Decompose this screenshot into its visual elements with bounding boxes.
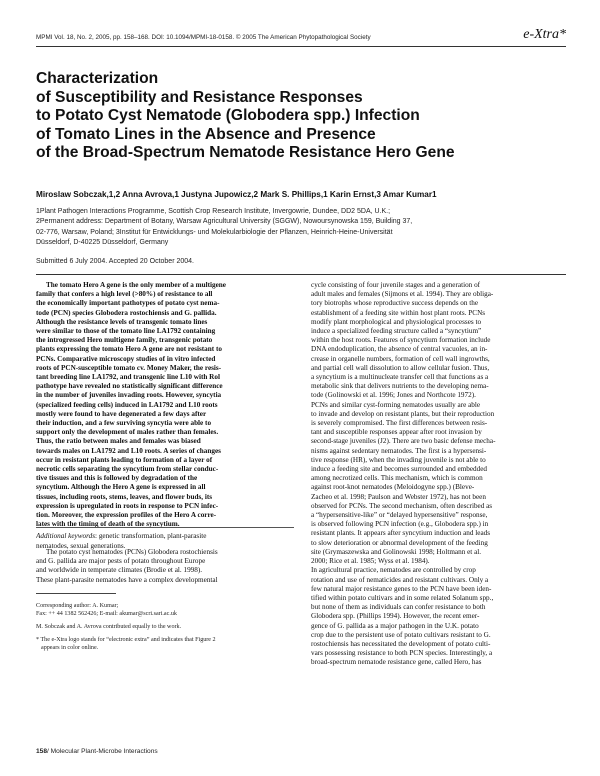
body-line: vars possessing resistance to both PCN species. Interestingly, a [311,649,493,658]
footnote-line: M. Sobczak and A. Avrova contributed equally to the work. [36,624,182,631]
body-line: among necrotized cells. This mechanism, which is common [311,474,483,483]
affiliation-line: 02-776, Warsaw, Poland; 3Institut für Entwicklungs- und Molekularbiologie der Pflanzen, Heinrich-Heine-Universität [36,228,393,236]
body-line: induce a feeding site and becomes surrounded and embedded [311,465,488,474]
abstract-line: support only the development of males rather than females. [36,428,219,437]
title-line: of Susceptibility and Resistance Responses [36,88,363,106]
abstract-line: PCNs. Comparative microscopy studies of in vitro infected [36,354,216,363]
body-line: few natural major resistance genes to the PCN have been iden- [311,584,492,593]
body-line: against root-knot nematodes (Meloidogyne spp.) (Bleve- [311,483,475,492]
body-line: modify plant morphological and physiological processes to [311,317,482,326]
intro-line: The potato cyst nematodes (PCNs) Globodera rostochiensis [46,548,218,556]
body-line: tory biotrophs whose reproductive success depends on the [311,299,479,308]
corresponding-author-note [36,602,294,618]
abstract-line: syncytium. Although the Hero A gene is expressed in all [36,483,206,492]
body-line: to invade and develop on resistant plants, but their reproduction [311,409,495,418]
body-line: second-stage juveniles (J2). There are two basic defense mecha- [311,437,496,446]
footnote-line: Corresponding author: A. Kumar; [36,603,119,609]
abstract [36,281,294,529]
body-line: a “hypersensitive-like” or “delayed hypersensitive” response, [311,511,488,520]
body-line: gence of G. pallida as a major pathogen in the U.K. potato [311,621,479,630]
body-line: DNA endoduplication, the absence of central vacuoles, an in- [311,345,488,354]
abstract-line: tissues, including roots, stems, leaves, and flower buds, its [36,492,213,501]
footnote-line: Fax: ++ 44 1382 562426; E-mail: akumar@scri.sari.ac.uk [36,611,177,618]
abstract-line: expression is upregulated in roots in response to PCN infec- [36,501,219,510]
abstract-line: necrotic cells separating the syncytium from stellar conduc- [36,465,219,474]
body-line: resistant plants. It appears after syncytium induction and leads [311,529,491,538]
abstract-line: their induction, and a few surviving syncytia were able to [36,419,212,428]
footnotes [36,602,294,657]
body-line: broad-spectrum nematode resistance gene, called Hero, has [311,658,482,667]
body-line: a syncytium is a multinucleate transfer cell that functions as a [311,373,489,382]
running-head: MPMI Vol. 18, No. 2, 2005, pp. 158–168. DOI: 10.1094/MPMI-18-0158. © 2005 The American Phytopathological Society [36,34,371,41]
affiliation-line: 2Permanent address: Department of Botany, Warsaw Agricultural University (SGGW), Nowoursynowska 159, Building 37, [36,218,413,226]
abstract-line: tode (PCN) species Globodera rostochiensis and G. pallida. [36,308,217,317]
abstract-line: mostly were found to have degenerated a few days after [36,409,207,418]
affiliations [36,207,566,248]
body-line: and partial cell wall dissolution to allow cellular fusion. Thus, [311,363,490,372]
abstract-line: pathotype have revealed no statistically significant difference [36,382,223,391]
submission-dates: Submitted 6 July 2004. Accepted 20 October 2004. [36,258,194,265]
abstract-line: Although the resistance levels of transgenic tomato lines [36,317,208,326]
abstract-divider [36,274,566,275]
body-line: induce a specialized feeding structure called a “syncytium” [311,327,482,336]
abstract-line: the economically important pathotypes of potato cyst nema- [36,299,220,308]
body-line: cycle consisting of four juvenile stages and a generation of [311,281,481,289]
abstract-line: tion. Moreover, the expression profiles of the Hero A corre- [36,511,217,520]
body-line: crop due to the persistent use of potato cultivars resistant to G. [311,630,491,639]
page-number: 158 [36,748,48,755]
keywords-line [36,532,294,541]
abstract-line: Thus, the ratio between males and females was biased [36,437,201,446]
body-line: but none of them as individuals can confer resistance to both [311,603,486,612]
keywords-text: : genetic transformation, plant-parasite [95,532,207,541]
abstract-line: tive tissues and this is followed by degradation of the [36,474,198,483]
affiliation-line: 1Plant Pathogen Interactions Programme, Scottish Crop Research Institute, Invergowrie, Dundee, DD2 5DA, U.K.; [36,208,391,215]
author-list: Miroslaw Sobczak,1,2 Anna Avrova,1 Justyna Jupowicz,2 Mark S. Phillips,1 Karin Ernst,3 Amar Kumar1 [36,190,437,199]
body-line: crease in organelle numbers, formation of cell wall ingrowths, [311,354,490,363]
section-divider [36,527,294,528]
e-xtra-logo: e-Xtra* [523,27,566,42]
right-column [311,281,569,668]
intro-line: and G. pallida are major pests of potato throughout Europe [36,557,206,566]
body-line: rostochiensis has necessitated the development of potato culti- [311,639,491,648]
journal-name: / Molecular Plant-Microbe Interactions [47,748,158,755]
body-line: to slow deterioration or abnormal development of the feeding [311,538,488,547]
abstract-line: (specialized feeding cells) induced in LA1792 and L10 roots [36,400,218,409]
introduction [36,548,294,585]
body-line: 2000; Rice et al. 1985; Wyss et al. 1984). [311,557,430,566]
body-line: tive response (HR), when the invading juvenile is not able to [311,455,486,464]
abstract-line: tant breeding line LA1792, and transgenic line L10 with Rol [36,373,220,382]
body-line: rotation and use of nematicides and resistant cultivars. Only a [311,575,489,584]
body-line: Zacheo et al. 1998; Paulson and Webster 1972), has not been [311,492,486,501]
keywords-label: Additional keywords [36,532,96,541]
title-line: to Potato Cyst Nematode (Globodera spp.) Infection [36,107,420,125]
page-footer [36,748,158,755]
footnote-line: * The e-Xtra logo stands for “electronic extra” and indicates that Figure 2 [36,637,216,644]
body-line: In agricultural practice, nematodes are controlled by crop [311,566,476,575]
abstract-line: in the number of juveniles invading roots. However, syncytia [36,391,222,400]
equal-contribution-note [36,623,294,631]
abstract-line: roots of PCN-susceptible tomato cv. Money Maker, the resis- [36,363,222,372]
body-line: tant and susceptible responses appear after root invasion by [311,428,482,437]
article-title [36,70,576,163]
body-line: adult males and females (Sijmons et al. 1994). They are obliga- [311,290,494,299]
body-line: metabolic sink that delivers nutrients to the developing nema- [311,382,489,391]
intro-line: These plant-parasite nematodes have a complex developmental [36,575,218,584]
title-line: of the Broad-Spectrum Nematode Resistance Hero Gene [36,144,455,162]
body-line: Globodera spp. (Phillips 1994). However, the recent emer- [311,612,480,621]
body-line: is severely compromised. The first differences between resis- [311,419,488,428]
title-line: of Tomato Lines in the Absence and Presence [36,125,376,143]
body-line: site (Grymaszewska and Golinowski 1998; Holtmann et al. [311,547,482,556]
body-line: PCNs and similar cyst-forming nematodes usually are able [311,400,481,409]
footnote-line: appears in color online. [41,645,99,652]
abstract-line: towards males on LA1792 and L10 roots. A series of changes [36,446,221,455]
abstract-line: were similar to those of the tomato line LA1792 containing [36,327,216,336]
body-line: nisms against sedentary nematodes. The first is a hypersensi- [311,446,487,455]
footnote-divider [36,593,116,594]
header-divider [36,46,566,47]
abstract-line: The tomato Hero A gene is the only member of a multigene [46,281,226,289]
body-line: is observed following PCN infection (e.g., Globodera spp.) in [311,520,489,529]
body-line: tode (Golinowski et al. 1996; Jones and Northcote 1972). [311,391,476,400]
affiliation-line: Düsseldorf, D-40225 Düsseldorf, Germany [36,238,169,246]
left-column [36,281,294,551]
abstract-line: lates with the timing of death of the syncytium. [36,520,180,529]
e-xtra-note [36,636,294,652]
abstract-line: occur in resistant plants leading to formation of a layer of [36,455,213,464]
body-line: tified within potato cultivars and in some related Solanum spp., [311,593,494,602]
intro-line: and worldwide in temperate climates (Brodie et al. 1998). [36,566,203,575]
body-line: within the host roots. Features of syncytium formation include [311,336,491,345]
body-line: observed for PCNs. The second mechanism, often described as [311,501,493,510]
abstract-line: plants expressing the tomato Hero A gene are not resistant to [36,345,222,354]
body-line: establishment of a feeding site within host plant roots. PCNs [311,308,486,317]
abstract-line: family that confers a high level (>80%) of resistance to all [36,290,213,299]
title-line: Characterization [36,70,159,87]
abstract-line: the introgressed Hero multigene family, transgenic potato [36,336,213,345]
keywords-line: nematodes, sexual generations. [36,541,126,550]
